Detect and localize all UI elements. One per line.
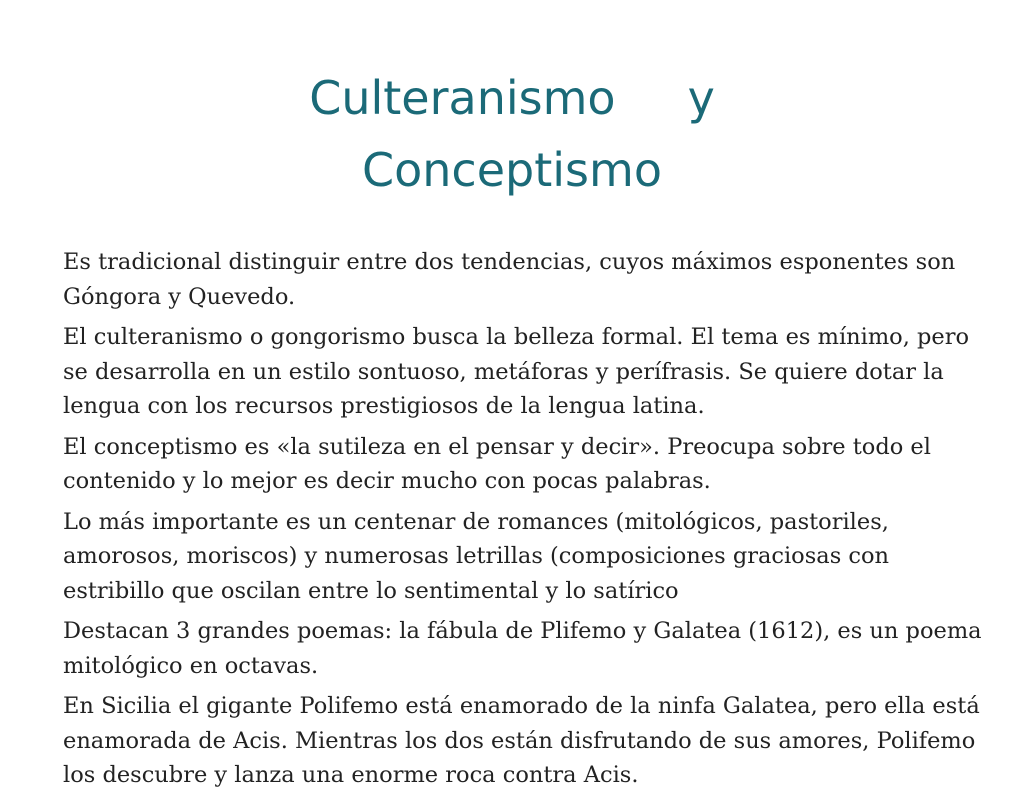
title-line-1	[60, 62, 964, 134]
body-paragraph: El culteranismo o gongorismo busca la belleza formal. El tema es mínimo, pero se desarrolla en un estilo sontuoso, metáforas y perífrasis. Se quiere dotar la lengua con los recursos prestigiosos de la lengua latina.	[63, 324, 970, 419]
title-word-culteranismo: Culteranismo	[309, 71, 616, 125]
slide-title	[60, 62, 964, 206]
body-paragraph: Lo más importante es un centenar de romances (mitológicos, pastoriles, amorosos, moriscos) y numerosas letrillas (composiciones graciosas con estribillo que oscilan entre lo sentimental y lo satírico	[63, 508, 890, 604]
slide-body	[63, 245, 983, 799]
body-paragraph: Destacan 3 grandes poemas: la fábula de Plifemo y Galatea (1612), es un poema mitológico en octavas.	[63, 618, 982, 679]
title-line-2: Conceptismo	[362, 143, 662, 197]
body-paragraph: Es tradicional distinguir entre dos tendencias, cuyos máximos esponentes son Góngora y Quevedo.	[63, 249, 956, 310]
body-paragraph: El conceptismo es «la sutileza en el pensar y decir». Preocupa sobre todo el contenido y lo mejor es decir mucho con pocas palabras.	[63, 433, 931, 494]
title-word-y: y	[687, 71, 715, 125]
body-paragraph: En Sicilia el gigante Polifemo está enamorado de la ninfa Galatea, pero ella está enamorada de Acis. Mientras los dos están disfrutando de sus amores, Polifemo los descubre y lanza una enorme roca contra Acis.	[63, 693, 980, 788]
